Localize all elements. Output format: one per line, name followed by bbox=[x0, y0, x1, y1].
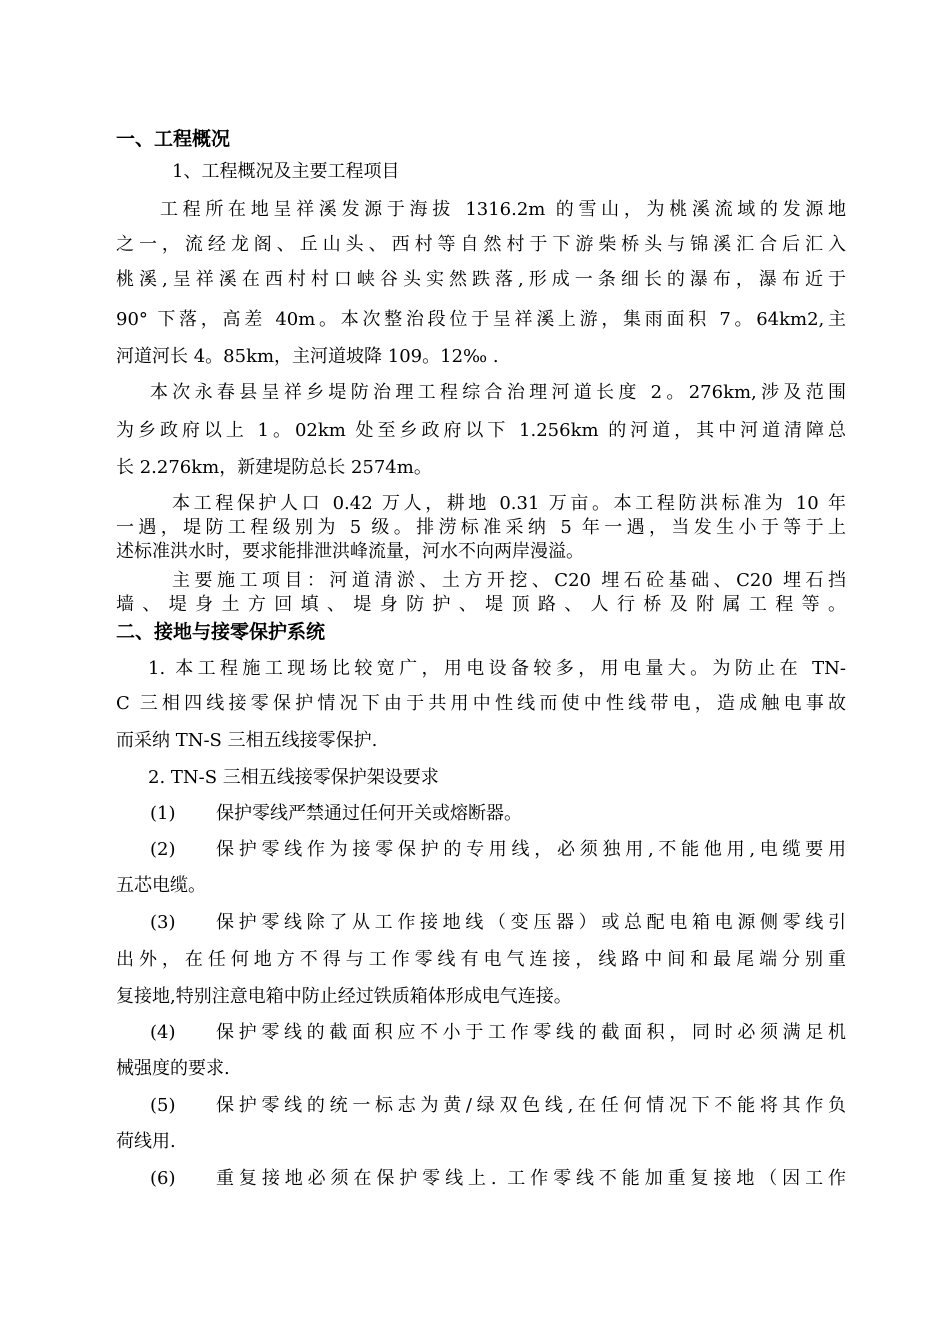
text-line: 述标准洪水时，要求能排泄洪峰流量，河水不向两岸漫溢。 bbox=[116, 541, 584, 562]
item-number: (5) bbox=[150, 1095, 176, 1116]
text-line: 一遇，堤防工程级别为 5 级。排涝标准采纳 5 年一遇，当发生小于等于上 bbox=[116, 517, 846, 538]
text-line: 长 2.276km，新建堤防总长 2574m。 bbox=[116, 457, 432, 478]
section-heading-2: 二、接地与接零保护系统 bbox=[116, 621, 326, 643]
text-line: 械强度的要求. bbox=[116, 1058, 230, 1079]
text-line: 之一，流经龙阁、丘山头、西村等自然村于下游柴桥头与锦溪汇合后汇入 bbox=[116, 234, 846, 255]
text-line: 保护零线的统一标志为黄/绿双色线,在任何情况下不能将其作负 bbox=[216, 1095, 846, 1116]
text-line: 保护零线严禁通过任何开关或熔断器。 bbox=[216, 803, 522, 824]
text-line: 河道河长 4。85km，主河道坡降 109。12‰ . bbox=[116, 346, 499, 367]
text-line: 90° 下落，高差 40m。本次整治段位于呈祥溪上游，集雨面积 7。64km2,主 bbox=[116, 309, 846, 330]
text-line: 出外，在任何地方不得与工作零线有电气连接，线路中间和最尾端分别重 bbox=[116, 949, 846, 970]
text-line: 荷线用. bbox=[116, 1131, 176, 1152]
text-line: 本工程保护人口 0.42 万人，耕地 0.31 万亩。本工程防洪标准为 10 年 bbox=[172, 493, 846, 514]
text-line: 重复接地必须在保护零线上. 工作零线不能加重复接地（因工作 bbox=[216, 1168, 846, 1189]
subsection-title: 1、工程概况及主要工程项目 bbox=[172, 161, 400, 182]
text-line: 主要施工项目：河道清淤、土方开挖、C20 埋石砼基础、C20 埋石挡 bbox=[172, 570, 846, 591]
requirements-title: 2. TN-S 三相五线接零保护架设要求 bbox=[148, 767, 439, 788]
text-line: 墙、堤身土方回填、堤身防护、堤顶路、人行桥及附属工程等。 bbox=[116, 594, 846, 615]
item-number: (4) bbox=[150, 1022, 176, 1043]
text-line: 为乡政府以上 1。02km 处至乡政府以下 1.256km 的河道，其中河道清障总 bbox=[116, 420, 846, 441]
section-heading-1: 一、工程概况 bbox=[116, 128, 231, 150]
item-number: (1) bbox=[150, 803, 176, 824]
item-number: (2) bbox=[150, 839, 176, 860]
item-number: (3) bbox=[150, 912, 176, 933]
text-line: C 三相四线接零保护情况下由于共用中性线而使中性线带电，造成触电事故 bbox=[116, 693, 846, 714]
text-line: 复接地,特别注意电箱中防止经过铁质箱体形成电气连接。 bbox=[116, 986, 572, 1007]
text-line: 而采纳 TN-S 三相五线接零保护. bbox=[116, 730, 378, 751]
text-line: 保护零线的截面积应不小于工作零线的截面积，同时必须满足机 bbox=[216, 1022, 846, 1043]
text-line: 桃溪,呈祥溪在西村村口峡谷头实然跌落,形成一条细长的瀑布，瀑布近于 bbox=[116, 269, 846, 290]
item-number: (6) bbox=[150, 1168, 176, 1189]
text-line: 保护零线除了从工作接地线（变压器）或总配电箱电源侧零线引 bbox=[216, 912, 846, 933]
text-line: 五芯电缆。 bbox=[116, 875, 206, 896]
text-line: 保护零线作为接零保护的专用线，必须独用,不能他用,电缆要用 bbox=[216, 839, 846, 860]
text-line: 1. 本工程施工现场比较宽广，用电设备较多，用电量大。为防止在 TN- bbox=[148, 658, 846, 679]
text-line: 工程所在地呈祥溪发源于海拔 1316.2m 的雪山，为桃溪流域的发源地 bbox=[160, 199, 846, 220]
text-line: 本次永春县呈祥乡堤防治理工程综合治理河道长度 2。276km,涉及范围 bbox=[150, 382, 846, 403]
